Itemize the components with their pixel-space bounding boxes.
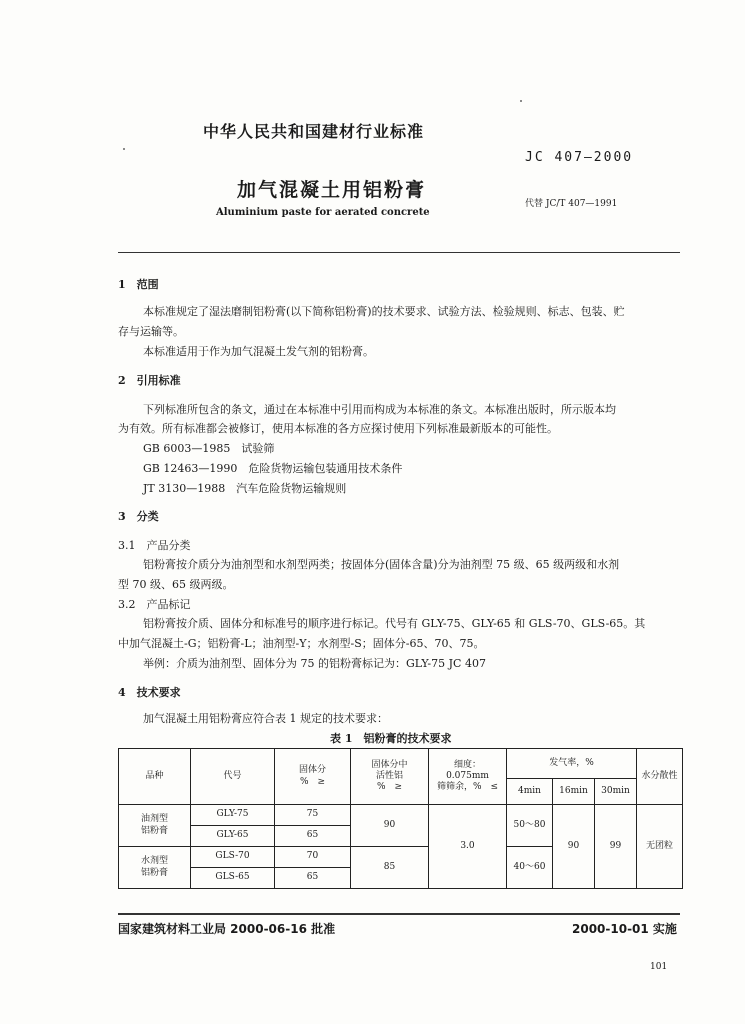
section-3-2-title: 3.2 产品标记 xyxy=(118,598,191,611)
spec-table xyxy=(118,748,683,889)
table-cell-fineness: 3.0 xyxy=(429,805,507,889)
table-cell-solid: 70 xyxy=(275,847,351,868)
footer-divider xyxy=(118,913,680,915)
standard-title: 加气混凝土用铝粉膏 xyxy=(237,179,427,201)
variety-oil-line2: 铝粉膏 xyxy=(140,825,168,836)
s32-line1: 铝粉膏按介质、固体分和标准号的顺序进行标记。代号有 GLY-75、GLY-65 和 GLS-70、GLS-65。其 xyxy=(143,617,646,630)
scan-speck xyxy=(123,148,125,150)
table-cell-code: GLS-70 xyxy=(191,847,275,868)
header-solid-unit: % ≥ xyxy=(299,776,326,787)
table-cell-code: GLS-65 xyxy=(191,868,275,889)
header-alu-line2: 活性铝 xyxy=(375,770,403,781)
header-16min: 16min xyxy=(553,779,595,805)
page-number: 101 xyxy=(650,962,668,972)
section-4-title: 4 技术要求 xyxy=(118,686,181,699)
header-solid-label: 固体分 xyxy=(298,765,326,776)
header-fine-line3: 筛筛余，% ≤ xyxy=(436,782,499,793)
header-30min: 30min xyxy=(595,779,637,805)
variety-water-line2: 铝粉膏 xyxy=(140,867,168,878)
header-fine-line2: 0.075mm xyxy=(446,770,489,781)
variety-water-line1: 水剂型 xyxy=(140,856,168,867)
s32-line2: 中加气混凝土-G；铝粉膏-L；油剂型-Y；水剂型-S；固体分-65、70、75。 xyxy=(118,637,485,650)
table-cell-solid: 65 xyxy=(275,826,351,847)
approval-note: 国家建筑材料工业局 2000-06-16 批准 xyxy=(118,922,336,936)
s1-paragraph-line2: 存与运输等。 xyxy=(118,325,184,338)
header-fineness xyxy=(429,749,507,805)
english-title: Aluminium paste for aerated concrete xyxy=(216,207,430,218)
implementation-date: 2000-10-01 实施 xyxy=(572,922,677,936)
s2-paragraph-line1: 下列标准所包含的条文，通过在本标准中引用而构成为本标准的条文。本标准出版时，所示版本均 xyxy=(143,403,616,416)
s2-reference-3: JT 3130—1988 汽车危险货物运输规则 xyxy=(143,482,347,495)
table-cell-dispersibility: 无团粒 xyxy=(637,805,683,889)
header-fine-line1: 细度： xyxy=(453,759,481,770)
table-cell-16min: 90 xyxy=(553,805,595,889)
table-cell-30min: 99 xyxy=(595,805,637,889)
s1-paragraph-line1: 本标准规定了湿法磨制铝粉膏(以下简称铝粉膏)的技术要求、试验方法、检验规则、标志、包装、贮 xyxy=(143,305,625,318)
table-cell-solid: 65 xyxy=(275,868,351,889)
scan-speck xyxy=(520,100,522,102)
s31-line2: 型 70 级、65 级两级。 xyxy=(118,578,234,591)
section-3-title: 3 分类 xyxy=(118,510,159,523)
header-alu-line1: 固体分中 xyxy=(371,759,408,770)
table-cell-code: GLY-65 xyxy=(191,826,275,847)
s31-line1: 铝粉膏按介质分为油剂型和水剂型两类；按固体分(固体含量)分为油剂型 75 级、65 级两级和水剂 xyxy=(143,558,620,571)
table-cell-alu-oil: 90 xyxy=(351,805,429,847)
s1-paragraph-2: 本标准适用于作为加气混凝土发气剂的铝粉膏。 xyxy=(143,345,374,358)
header-gas-rate: 发气率，% xyxy=(507,749,637,779)
replaces-note: 代替 JC/T 407—1991 xyxy=(525,199,618,209)
section-2-title: 2 引用标准 xyxy=(118,374,181,387)
variety-oil-line1: 油剂型 xyxy=(140,814,168,825)
header-code: 代号 xyxy=(191,749,275,805)
header-divider xyxy=(118,252,680,253)
section-1-title: 1 范围 xyxy=(118,278,159,291)
s4-paragraph: 加气混凝土用铝粉膏应符合表 1 规定的技术要求： xyxy=(143,712,388,725)
s2-paragraph-line2: 为有效。所有标准都会被修订，使用本标准的各方应探讨使用下列标准最新版本的可能性。 xyxy=(118,422,558,435)
issuing-authority: 中华人民共和国建材行业标准 xyxy=(203,122,425,141)
table-cell-alu-water: 85 xyxy=(351,847,429,889)
variety-oil xyxy=(119,805,191,847)
table-cell-code: GLY-75 xyxy=(191,805,275,826)
table-caption: 表 1 铝粉膏的技术要求 xyxy=(330,732,452,745)
s2-reference-1: GB 6003—1985 试验筛 xyxy=(143,442,275,455)
header-solid-content xyxy=(275,749,351,805)
header-water-dispersibility: 水分散性 xyxy=(637,749,683,805)
standard-code: JC 407—2000 xyxy=(525,150,634,165)
table-cell-4min-water: 40～60 xyxy=(507,847,553,889)
header-active-aluminium xyxy=(351,749,429,805)
section-3-1-title: 3.1 产品分类 xyxy=(118,539,191,552)
variety-water xyxy=(119,847,191,889)
s32-example: 举例：介质为油剂型、固体分为 75 的铝粉膏标记为：GLY-75 JC 407 xyxy=(143,657,486,670)
header-alu-unit: % ≥ xyxy=(376,782,403,793)
table-cell-4min-oil: 50～80 xyxy=(507,805,553,847)
s2-reference-2: GB 12463—1990 危险货物运输包装通用技术条件 xyxy=(143,462,403,475)
table-cell-solid: 75 xyxy=(275,805,351,826)
header-4min: 4min xyxy=(507,779,553,805)
header-variety: 品种 xyxy=(119,749,191,805)
